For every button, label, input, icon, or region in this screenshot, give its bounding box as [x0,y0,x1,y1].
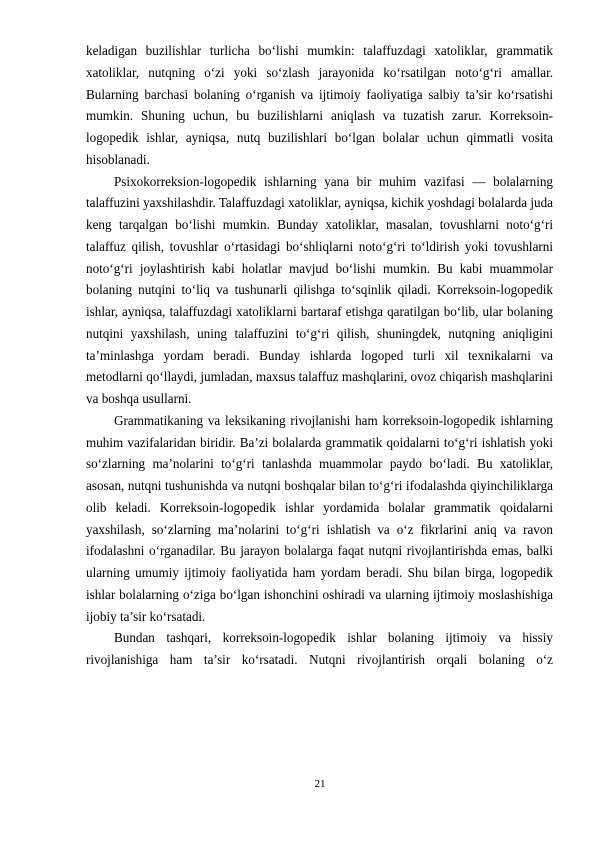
paragraph-3: Grammatikaning va leksikaning rivojlanishi ham korreksoin-logopedik ishlarning muhim vazifalaridan biridir. Ba’zi bolalarda grammatik qoidalarni to‘g‘ri ishlatish yoki so‘zlarning ma’nolarini to‘g‘ri tanlashda muammolar paydo bo‘ladi. Bu xatoliklar, asosan, nutqni tushunishda va nutqni boshqalar bilan to‘g‘ri ifodalashda qiyinchiliklarga olib keladi. Korreksoin-logopedik ishlar yordamida bolalar grammatik qoidalarni yaxshilash, so‘zlarning ma’nolarini to‘g‘ri ishlatish va o‘z fikrlarini aniq va ravon ifodalashni o‘rganadilar. Bu jarayon bolalarga faqat nutqni rivojlantirishda emas, balki ularning umumiy ijtimoiy faoliyatida ham yordam beradi. Shu bilan birga, logopedik ishlar bolalarning o‘ziga bo‘lgan ishonchini oshiradi va ularning ijtimoiy moslashishiga ijobiy ta’sir ko‘rsatadi. [86,412,553,624]
paragraph-1: keladigan buzilishlar turlicha bo‘lishi mumkin: talaffuzdagi xatoliklar, grammatik xatoliklar, nutqning o‘zi yoki so‘zlash jarayonida ko‘rsatilgan noto‘g‘ri amallar. Bularning barchasi bolaning o‘rganish va ijtimoiy faoliyatiga salbiy ta’sir ko‘rsatishi mumkin. Shuning uchun, bu buzilishlarni aniqlash va tuzatish zarur. Korreksoin-logopedik ishlar, ayniqsa, nutq buzilishlari bo‘lgan bolalar uchun qimmatli vosita hisoblanadi. [86,43,553,167]
paragraph-4: Bundan tashqari, korreksoin-logopedik ishlar bolaning ijtimoiy va hissiy rivojlanishiga ham ta’sir ko‘rsatadi. Nutqni rivojlantirish orqali bolaning o‘z [86,630,553,667]
page-number: 21 [314,778,326,790]
paragraph-2: Psixokorreksion-logopedik ishlarning yana bir muhim vazifasi — bolalarning talaffuzini yaxshilashdir. Talaffuzdagi xatoliklar, ayniqsa, kichik yoshdagi bolalarda juda keng tarqalgan bo‘lishi mumkin. Bunday xatoliklar, masalan, tovushlarni noto‘g‘ri talaffuz qilish, tovushlar o‘rtasidagi bo‘shliqlarni noto‘g‘ri to‘ldirish yoki tovushlarni noto‘g‘ri joylashtirish kabi holatlar mavjud bo‘lishi mumkin. Bu kabi muammolar bolaning nutqini to‘liq va tushunarli qilishga to‘sqinlik qiladi. Korreksoin-logopedik ishlar, ayniqsa, talaffuzdagi xatoliklarni bartaraf etishga qaratilgan bo‘lib, ular bolaning nutqini yaxshilash, uning talaffuzini to‘g‘ri qilish, shuningdek, nutqning aniqligini ta’minlashga yordam beradi. Bunday ishlarda logoped turli xil texnikalarni va metodlarni qo‘llaydi, jumladan, maxsus talaffuz mashqlarini, ovoz chiqarish mashqlarini va boshqa usullarni. [86,173,553,406]
text-body [86,40,553,671]
